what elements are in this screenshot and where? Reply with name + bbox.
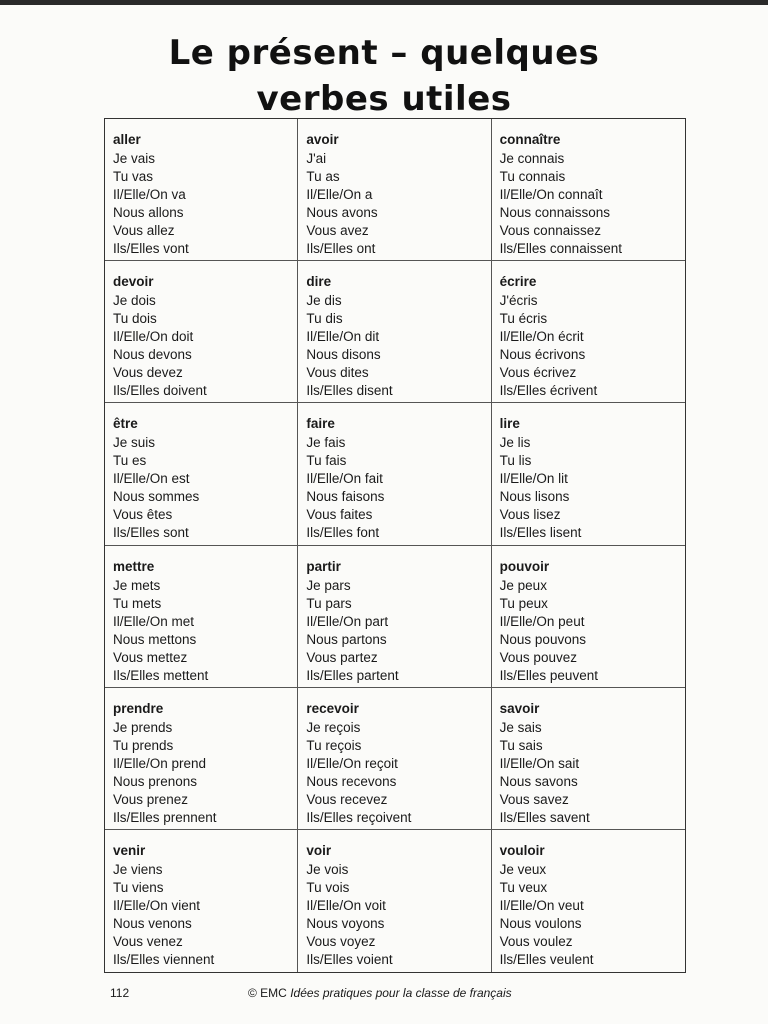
conjugation-form: Nous voyons xyxy=(306,915,385,931)
conjugation-form: Je lis xyxy=(499,435,531,451)
verb-cell xyxy=(492,546,685,688)
verb-infinitive: aller xyxy=(113,132,141,147)
verb-infinitive: savoir xyxy=(499,700,540,716)
conjugation-form: Je dois xyxy=(113,293,156,309)
conjugation-form: Je sais xyxy=(499,719,542,735)
conjugation-form: Tu vois xyxy=(306,879,350,895)
conjugation-form: Nous partons xyxy=(306,631,387,647)
verb-infinitive: pouvoir xyxy=(499,558,550,574)
conjugation-form: Tu mets xyxy=(113,595,162,611)
conjugation-form: Il/Elle/On vient xyxy=(113,897,201,913)
conjugation-form: Vous recevez xyxy=(306,791,388,807)
verb-cell xyxy=(105,119,298,261)
conjugation-form: Tu connais xyxy=(499,169,566,184)
conjugation-form: Nous recevons xyxy=(306,773,397,789)
conjugation-form: Tu pars xyxy=(306,595,352,611)
conjugation-form: Il/Elle/On dit xyxy=(306,329,380,345)
conjugation-form: Il/Elle/On prend xyxy=(113,755,207,771)
verb-cell xyxy=(298,119,491,261)
conjugation-form: Il/Elle/On a xyxy=(306,187,373,202)
conjugation-form: Vous voyez xyxy=(306,933,376,949)
verb-infinitive: faire xyxy=(306,416,335,432)
verb-cell xyxy=(105,546,298,688)
conjugation-form: Ils/Elles voient xyxy=(306,951,393,967)
conjugation-form: Ils/Elles savent xyxy=(499,809,590,825)
conjugation-form: Il/Elle/On lit xyxy=(499,471,568,487)
conjugation-form: Je reçois xyxy=(306,719,361,735)
conjugation-form: Tu es xyxy=(113,453,147,469)
conjugation-form: Tu viens xyxy=(113,879,164,895)
conjugation-form: Je fais xyxy=(306,435,346,451)
conjugation-form: Vous êtes xyxy=(113,507,173,523)
conjugation-form: Vous connaissez xyxy=(499,223,601,238)
conjugation-form: Ils/Elles veulent xyxy=(499,951,594,967)
conjugation-form: Il/Elle/On met xyxy=(113,613,195,629)
conjugation-form: Ils/Elles sont xyxy=(113,525,189,541)
conjugation-form: Je suis xyxy=(113,435,156,451)
conjugation-form: Il/Elle/On veut xyxy=(499,897,584,913)
verb-infinitive: dire xyxy=(306,274,332,290)
conjugation-form: Je dis xyxy=(306,293,342,309)
conjugation-form: J'écris xyxy=(499,293,538,309)
conjugation-form: Ils/Elles font xyxy=(306,525,380,541)
conjugation-form: Nous faisons xyxy=(306,489,385,505)
conjugation-form: Je veux xyxy=(499,861,547,877)
conjugation-form: Nous pouvons xyxy=(499,631,586,647)
conjugation-form: Ils/Elles reçoivent xyxy=(306,809,412,825)
conjugation-form: Il/Elle/On doit xyxy=(113,329,194,345)
conjugation-form: Ils/Elles disent xyxy=(306,383,393,399)
conjugation-form: Nous écrivons xyxy=(499,347,586,363)
verb-cell xyxy=(492,261,685,403)
conjugation-form: Vous mettez xyxy=(113,649,188,665)
conjugation-form: Nous venons xyxy=(113,915,192,931)
conjugation-form: Vous avez xyxy=(306,223,369,238)
conjugation-form: Vous partez xyxy=(306,649,378,665)
conjugation-form: Nous prenons xyxy=(113,773,198,789)
verb-infinitive: recevoir xyxy=(306,700,359,716)
conjugation-form: Nous avons xyxy=(306,205,378,220)
conjugation-form: Tu lis xyxy=(499,453,532,469)
verb-infinitive: venir xyxy=(113,842,146,858)
conjugation-form: Ils/Elles viennent xyxy=(113,951,215,967)
conjugation-form: Je peux xyxy=(499,577,547,593)
conjugation-form: Ils/Elles ont xyxy=(306,241,376,256)
top-rule xyxy=(0,0,768,5)
verb-table xyxy=(104,118,686,973)
verb-cell xyxy=(298,830,491,972)
conjugation-form: Je mets xyxy=(113,577,161,593)
verb-cell xyxy=(492,688,685,830)
conjugation-form: Ils/Elles mettent xyxy=(113,667,209,683)
page-number: 112 xyxy=(110,986,130,1000)
verb-infinitive: devoir xyxy=(113,274,154,290)
verb-cell xyxy=(298,688,491,830)
verb-infinitive: mettre xyxy=(113,558,155,574)
conjugation-form: Tu sais xyxy=(499,737,543,753)
conjugation-form: Il/Elle/On connaît xyxy=(499,187,603,202)
conjugation-form: Il/Elle/On est xyxy=(113,471,190,487)
conjugation-form: Il/Elle/On écrit xyxy=(499,329,584,345)
verb-infinitive: lire xyxy=(499,416,520,432)
conjugation-form: Tu prends xyxy=(113,737,174,753)
conjugation-form: Tu veux xyxy=(499,879,548,895)
conjugation-form: Ils/Elles lisent xyxy=(499,525,582,541)
conjugation-form: Tu écris xyxy=(499,311,548,327)
conjugation-form: Vous lisez xyxy=(499,507,561,523)
conjugation-form: Nous disons xyxy=(306,347,381,363)
verb-cell xyxy=(105,688,298,830)
conjugation-form: Il/Elle/On va xyxy=(113,187,186,202)
conjugation-form: Tu peux xyxy=(499,595,548,611)
conjugation-form: Ils/Elles peuvent xyxy=(499,667,598,683)
verb-infinitive: avoir xyxy=(306,132,339,147)
conjugation-form: Nous voulons xyxy=(499,915,582,931)
conjugation-form: Tu reçois xyxy=(306,737,362,753)
verb-cell xyxy=(298,261,491,403)
conjugation-form: Je vois xyxy=(306,861,349,877)
verb-infinitive: prendre xyxy=(113,700,164,716)
conjugation-form: Ils/Elles connaissent xyxy=(499,241,622,256)
conjugation-form: Ils/Elles partent xyxy=(306,667,399,683)
title-line-2: verbes utiles xyxy=(256,79,512,119)
conjugation-form: Je viens xyxy=(113,861,163,877)
page-title xyxy=(0,30,768,122)
verb-cell xyxy=(298,403,491,545)
conjugation-form: Il/Elle/On part xyxy=(306,613,389,629)
conjugation-form: Nous mettons xyxy=(113,631,197,647)
conjugation-form: Il/Elle/On reçoit xyxy=(306,755,398,771)
conjugation-form: Je prends xyxy=(113,719,173,735)
conjugation-form: Tu dis xyxy=(306,311,343,327)
verb-infinitive: vouloir xyxy=(499,842,545,858)
conjugation-form: Vous allez xyxy=(113,223,175,238)
verb-cell xyxy=(105,261,298,403)
verb-cell xyxy=(105,830,298,972)
conjugation-form: Vous devez xyxy=(113,365,183,381)
conjugation-form: J'ai xyxy=(306,151,327,166)
conjugation-form: Je pars xyxy=(306,577,351,593)
title-line-1: Le présent – quelques xyxy=(168,33,600,73)
conjugation-form: Ils/Elles écrivent xyxy=(499,383,598,399)
verb-infinitive: partir xyxy=(306,558,341,574)
verb-cell xyxy=(298,546,491,688)
conjugation-form: Ils/Elles prennent xyxy=(113,809,217,825)
conjugation-form: Vous écrivez xyxy=(499,365,577,381)
verb-cell xyxy=(492,830,685,972)
conjugation-form: Vous prenez xyxy=(113,791,189,807)
conjugation-form: Je vais xyxy=(113,151,156,166)
verb-infinitive: être xyxy=(113,416,138,432)
conjugation-form: Nous allons xyxy=(113,205,184,220)
conjugation-form: Tu dois xyxy=(113,311,157,327)
conjugation-form: Ils/Elles vont xyxy=(113,241,189,256)
verb-cell xyxy=(492,403,685,545)
conjugation-form: Vous faites xyxy=(306,507,373,523)
conjugation-form: Tu fais xyxy=(306,453,347,469)
credit-title: Idées pratiques pour la classe de français xyxy=(290,986,512,1000)
verb-cell xyxy=(105,403,298,545)
verb-infinitive: écrire xyxy=(499,274,537,290)
conjugation-form: Tu as xyxy=(306,169,340,184)
conjugation-form: Il/Elle/On voit xyxy=(306,897,386,913)
conjugation-form: Vous savez xyxy=(499,791,569,807)
conjugation-form: Nous lisons xyxy=(499,489,570,505)
conjugation-form: Vous voulez xyxy=(499,933,573,949)
conjugation-form: Vous venez xyxy=(113,933,183,949)
conjugation-form: Nous sommes xyxy=(113,489,200,505)
conjugation-form: Il/Elle/On peut xyxy=(499,613,585,629)
conjugation-form: Vous dites xyxy=(306,365,369,381)
conjugation-form: Ils/Elles doivent xyxy=(113,383,207,399)
conjugation-form: Vous pouvez xyxy=(499,649,577,665)
verb-cell xyxy=(492,119,685,261)
verb-infinitive: voir xyxy=(306,842,332,858)
conjugation-form: Il/Elle/On sait xyxy=(499,755,580,771)
conjugation-form: Tu vas xyxy=(113,169,154,184)
conjugation-form: Nous savons xyxy=(499,773,578,789)
credit-prefix: © EMC xyxy=(248,986,291,1000)
conjugation-form: Nous connaissons xyxy=(499,205,610,220)
conjugation-form: Je connais xyxy=(499,151,565,166)
conjugation-form: Il/Elle/On fait xyxy=(306,471,383,487)
verb-infinitive: connaître xyxy=(499,132,561,147)
footer-credit xyxy=(248,986,512,1000)
conjugation-form: Nous devons xyxy=(113,347,192,363)
